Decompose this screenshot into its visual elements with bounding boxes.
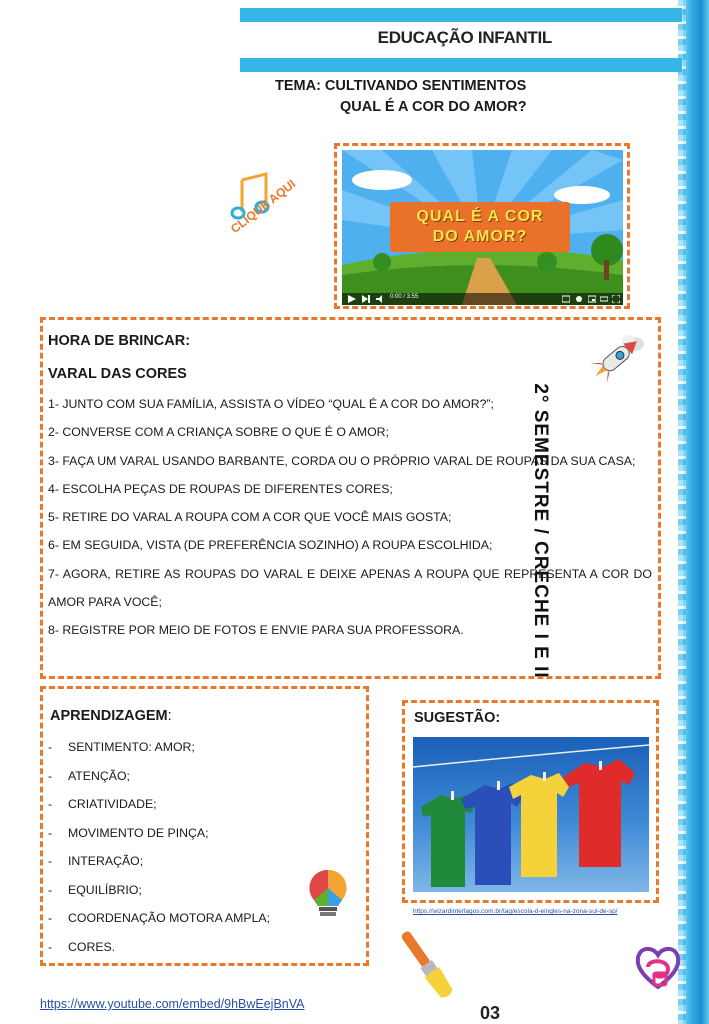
video-title-box: [390, 202, 570, 252]
clothesline-illustration: [413, 737, 649, 892]
learning-heading-text: APRENDIZAGEM: [50, 708, 168, 724]
settings-gear-icon[interactable]: [575, 295, 583, 303]
side-brush-edge: [678, 0, 686, 1024]
list-item: - MOVIMENTO DE PINÇA;: [48, 819, 348, 848]
step-6: 6- EM SEGUIDA, VISTA (DE PREFERÊNCIA SOZINHO) A ROUPA ESCOLHIDA;: [48, 538, 493, 553]
list-item: - INTERAÇÃO;: [48, 847, 348, 876]
learning-item-text: INTERAÇÃO;: [68, 854, 144, 868]
learning-heading: [50, 708, 172, 724]
video-player[interactable]: [342, 150, 623, 305]
clothesline-photo: [413, 737, 649, 892]
suggestion-source-link[interactable]: https://wizardinterlagos.com.br/tag/escola-d-eingles-na-zona-sul-de-sp/: [413, 908, 618, 915]
header-bar-top: [240, 8, 682, 22]
learning-item-text: CORES.: [68, 939, 116, 954]
step-4: 4- ESCOLHA PEÇAS DE ROUPAS DE DIFERENTES CORES;: [48, 481, 393, 496]
learning-item-text: SENTIMENTO: AMOR;: [68, 740, 195, 754]
theme-line-2: QUAL É A COR DO AMOR?: [340, 99, 527, 115]
side-brush-stroke: [683, 0, 709, 1024]
page-number: 03: [480, 1003, 501, 1023]
youtube-link[interactable]: https://www.youtube.com/embed/9hBwEejBnVA: [40, 997, 305, 1011]
miniplayer-icon[interactable]: [588, 295, 596, 303]
theme-line-1: TEMA: CULTIVANDO SENTIMENTOS: [275, 78, 527, 94]
play-icon[interactable]: [348, 295, 356, 303]
list-item: - SENTIMENTO: AMOR;: [48, 733, 348, 762]
learning-item-text: COORDENAÇÃO MOTORA AMPLA;: [68, 911, 271, 925]
video-time: 0:00 / 3:55: [390, 294, 419, 300]
school-logo-icon: [634, 945, 682, 995]
learning-item-text: CRIATIVIDADE;: [68, 797, 157, 811]
step-3: 3- FAÇA UM VARAL USANDO BARBANTE, CORDA OU O PRÓPRIO VARAL DE ROUPAS DA SUA CASA;: [48, 453, 636, 468]
video-title: [390, 207, 570, 247]
subtitles-icon[interactable]: [562, 295, 570, 303]
list-item: - CRIATIVIDADE;: [48, 790, 348, 819]
rocket-icon: [586, 330, 648, 385]
lightbulb-puzzle-icon: [305, 868, 351, 920]
step-5: 5- RETIRE DO VARAL A ROUPA COM A COR QUE VOCÊ MAIS GOSTA;: [48, 510, 452, 525]
learning-item-text: EQUILÍBRIO;: [68, 882, 142, 897]
step-2: 2- CONVERSE COM A CRIANÇA SOBRE O QUE É O AMOR;: [48, 425, 389, 440]
fullscreen-icon[interactable]: [612, 295, 620, 303]
step-8: 8- REGISTRE POR MEIO DE FOTOS E ENVIE PARA SUA PROFESSORA.: [48, 623, 464, 638]
step-7: 7- AGORA, RETIRE AS ROUPAS DO VARAL E DEIXE APENAS A ROUPA QUE REPRESENTA A COR DO AMOR PARA VOCÊ;: [48, 566, 652, 610]
paintbrush-icon: [398, 925, 458, 1005]
suggestion-heading: SUGESTÃO:: [414, 710, 501, 726]
list-item: - ATENÇÃO;: [48, 762, 348, 791]
activity-steps: [48, 390, 652, 645]
step-1: 1- JUNTO COM SUA FAMÍLIA, ASSISTA O VÍDEO “QUAL É A COR DO AMOR?”;: [48, 397, 494, 411]
header-title: EDUCAÇÃO INFANTIL: [377, 28, 552, 47]
next-icon[interactable]: [362, 295, 370, 303]
semester-side-label: 2° SEMESTRE / CRECHE I E II: [530, 383, 551, 679]
header-bar-bottom: [240, 58, 682, 72]
video-title-line-1: QUAL É A COR: [416, 208, 544, 225]
video-controls[interactable]: [342, 293, 623, 305]
list-item: - CORES.: [48, 933, 348, 962]
learning-heading-colon: :: [167, 708, 172, 724]
list-item: - COORDENAÇÃO MOTORA AMPLA;: [48, 904, 348, 933]
video-title-line-2: DO AMOR?: [432, 228, 528, 245]
theater-icon[interactable]: [600, 295, 608, 303]
learning-item-text: ATENÇÃO;: [68, 768, 130, 783]
learning-list: [48, 733, 348, 961]
varal-heading: VARAL DAS CORES: [48, 366, 187, 382]
click-here-label[interactable]: CLIQUE AQUI: [228, 176, 299, 237]
volume-icon[interactable]: [376, 295, 386, 303]
play-heading: HORA DE BRINCAR:: [48, 333, 191, 349]
list-item: - EQUILÍBRIO;: [48, 876, 348, 905]
learning-item-text: MOVIMENTO DE PINÇA;: [68, 825, 209, 840]
